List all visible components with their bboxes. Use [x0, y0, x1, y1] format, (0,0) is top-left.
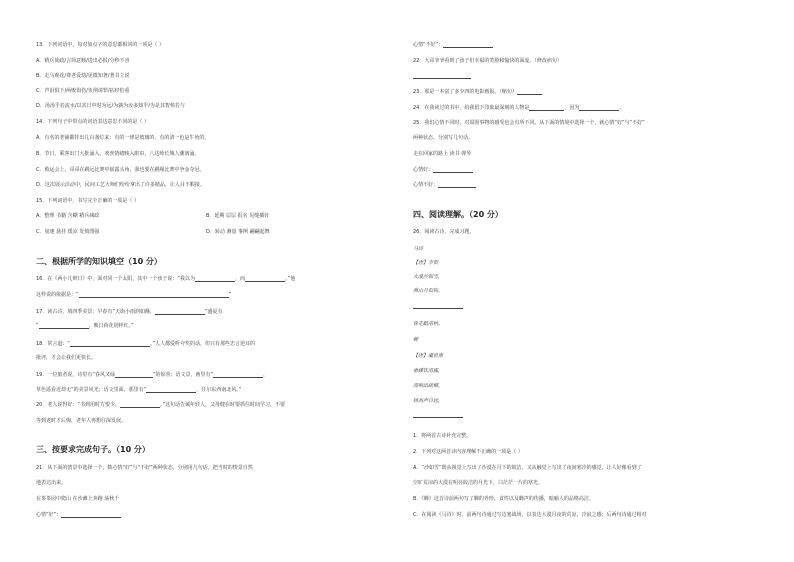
sub-q2-option-b: B．《蝉》这首诗前两句写了蝉的外形、食性以及蝉声的传播，暗喻人的品格高洁。 — [413, 496, 594, 502]
q17-line2-quote: “ — [36, 323, 39, 329]
q17-text: 17．读古诗，填四季美景：早春有“天街小雨润如酥， — [36, 309, 155, 315]
section-4-heading: 四、阅读理解。（20 分） — [413, 210, 503, 219]
section-2-heading: 二、根据所学的知识填空（10 分） — [36, 257, 162, 266]
q24-blank-2[interactable] — [579, 105, 619, 111]
mood-bad2-blank[interactable] — [438, 182, 476, 188]
sub-q2-option-a-line2: 空旷荒凉的大漠在明亮皎洁的月光下，白茫茫一片的寒光。 — [413, 480, 544, 486]
poem2-blank[interactable] — [413, 412, 463, 418]
question-23 — [413, 89, 542, 95]
mood-good-blank[interactable] — [61, 512, 121, 518]
q15-option-b: B．延期 层层 报名 见缝插针 — [206, 213, 270, 219]
question-15: 15．下列词语中，书写完全正确的一项是（ ） — [36, 198, 139, 204]
question-22: 22．大哥爷爷看到了孩子们幸福的笑脸和愉快的面庞。（修改病句） — [413, 58, 562, 64]
mood-bad2-label: 心情不好： — [413, 182, 439, 188]
poem1-author: 【唐】李贺 — [413, 260, 439, 266]
q16-blank-1[interactable] — [195, 276, 235, 282]
mood-good2-blank[interactable] — [433, 167, 473, 173]
q24-text-mid: ，因为 — [564, 105, 580, 111]
poem1-title: 马诗 — [413, 246, 424, 252]
question-19 — [36, 372, 268, 378]
question-20-line2: 等到老时才后悔，老年人再想往深发展。 — [36, 418, 127, 424]
question-21: 21．从下面的情景中选择一个，数心情“好”与“不好”两种状态，分别用几句话，把当时的情景自然 — [36, 465, 253, 471]
q21-scenes: 在茶茶园中爬山 在沙滩上奔跑 荡秋千 — [36, 496, 120, 502]
q19-text: 19．一位旅者说，诗里有“春风又绿 — [36, 372, 115, 378]
poem2-author: 【唐】虞世南 — [413, 353, 444, 359]
question-19-line2 — [36, 387, 241, 393]
q16-text-c: 。”他 — [284, 276, 296, 282]
poem1-line1: 大漠沙如雪， — [413, 274, 444, 280]
q16-text-a: 16．在《两小儿辩日》中，面对同一个太阳，其中一个孩子说：“我以为 — [36, 276, 195, 282]
q21-mood-bad — [413, 42, 493, 48]
poem1-line2: 燕山月似钩。 — [413, 288, 444, 294]
q22-blank[interactable] — [413, 73, 471, 79]
q13-option-d: D．汤汤乎若流水/以其日中时为远/为孰为汝多知乎/为是其智弗若与 — [36, 103, 185, 109]
q24-blank-1[interactable] — [529, 105, 564, 111]
question-16 — [36, 276, 295, 282]
mood-good-label: 心情“好”： — [36, 512, 62, 518]
q14-option-b: B．节日，乘客出门大批涌入，欢喜情绪映入眼帘，八达岭长城人潮汹涌。 — [36, 151, 200, 157]
q16-blank-3[interactable] — [79, 292, 229, 298]
q25-scenes: 走在回家的路上 读书 弹琴 — [413, 151, 472, 157]
q19-line2-end: ，任尔东西南北风。” — [196, 387, 242, 393]
question-21-line2: 地表达出来。 — [36, 480, 67, 486]
poem2-title: 蝉 — [413, 337, 419, 343]
q14-option-a: A．有名的老铺都挂出几百盏灯来：有的一律是玻璃的，有的清一色是牛角的。 — [36, 135, 210, 141]
question-17-line2 — [36, 323, 134, 329]
poem2-line2: 流响出疏桐。 — [413, 383, 444, 389]
q23-text: 23．那是一本富了多少四的电影画报。（缩句） — [413, 89, 517, 95]
mood-bad-label: 心情“不好”： — [413, 42, 444, 48]
q24-text-end: 。 — [619, 105, 625, 111]
q17-blank-1[interactable] — [155, 309, 205, 315]
q18-blank[interactable] — [70, 341, 150, 347]
question-24 — [413, 105, 624, 111]
q16-line2-end: ” — [228, 292, 232, 298]
poem2-blank-line — [413, 412, 463, 418]
q13-option-b: B．走马观花/尊老爱幼/见微知著/著书立说 — [36, 73, 130, 79]
sub-question-1: 1．将两首古诗补充完整。 — [413, 433, 472, 439]
question-26: 26．阅读古诗，完成习题。 — [413, 229, 475, 235]
q13-option-c: C．声泪俱下/两败俱伤/负荆请罪/拈轻怕重 — [36, 88, 130, 94]
question-14: 14．下列句子中带点的词语表达意思不同的是（ ） — [36, 119, 149, 125]
q19-blank-2[interactable] — [213, 372, 263, 378]
question-20 — [36, 402, 285, 408]
q13-option-a: A．精兵简政/言简意赅/进出必报/分秒不容 — [36, 58, 130, 64]
poem2-line1: 垂緌饮清露， — [413, 368, 444, 374]
poem2-line3: 居高声自远， — [413, 398, 444, 404]
q19-text-mid: ”的惊喜；语文景，画里有“ — [152, 372, 214, 378]
question-18-line2: 批评，才会让我们更快长。 — [36, 355, 97, 361]
question-17 — [36, 309, 223, 315]
q20-blank[interactable] — [120, 402, 160, 408]
poem1-blank-line — [413, 303, 463, 309]
mood-good2-label: 心情好： — [413, 167, 434, 173]
q18-text: 18．常言道：“ — [36, 341, 70, 347]
q17-text-end: ”盛夏有 — [204, 309, 223, 315]
q14-option-c: C．救运会上，哥哥在跳远比赛中崭露头角，我也要在跳绳比赛中争金夺冠。 — [36, 167, 205, 173]
q16-blank-2[interactable] — [245, 276, 285, 282]
question-25: 25．我们心情不同时，对周围事物的感受也会有所不同。从下面的情境中选择一个，就心情“好”与“不好” — [413, 120, 645, 126]
q15-option-a: A．整理 书籍 含糊 精兵减政 — [36, 213, 100, 219]
q19-line2-text: 草色遥看近却无”的美景风光；语文里面，那里有“ — [36, 387, 147, 393]
poem1-blank[interactable] — [413, 303, 463, 309]
q24-text: 24．在我读过的书中，给我留下印象最深刻的人物是 — [413, 105, 530, 111]
question-16-line2 — [36, 292, 231, 298]
q19-text-end: ， — [263, 372, 269, 378]
question-13: 13．下列词语中，每对加点字的意思都相同的一项是（ ） — [36, 42, 164, 48]
q22-answer — [413, 73, 471, 79]
q15-option-c: C．加速 悬挂 缓凉 发愤图强 — [36, 229, 100, 235]
mood-bad-blank[interactable] — [443, 42, 493, 48]
q25-mood-bad — [413, 182, 476, 188]
q15-option-d: D．转动 测量 事例 翩翩起舞 — [206, 229, 270, 235]
sub-question-2: 2．下列对这两首诗内容理解不正确的一项是（ ） — [413, 449, 523, 455]
q19-blank-1[interactable] — [115, 372, 153, 378]
poem1-line4: 快走踏清秋。 — [413, 321, 444, 327]
sub-q2-option-a: A．“沙如雪”既从视觉上写出了沙漠在月下的皎洁，又从触觉上写出了夜间寒冷的感觉，让人好像看到了 — [413, 465, 642, 471]
q16-line2-text: 这样说的依据是：“ — [36, 292, 79, 298]
q20-text-end: 。”这句话告诫年轻人，父母健在时要抓住时间学习，不要 — [159, 402, 286, 408]
q14-option-d: D．这次展示活动中，民间工艺大师们纷纷拿出了许多精品，让人目不暇接。 — [36, 182, 205, 188]
question-18 — [36, 341, 255, 347]
right-column — [413, 0, 773, 562]
q21-mood-good — [36, 512, 121, 518]
q17-blank-2[interactable] — [39, 323, 89, 329]
section-3-heading: 三、按要求完成句子。（10 分） — [36, 445, 150, 454]
q18-text-end: 。”人人都爱听夸奖的话，但只有那些忠言逆耳的 — [149, 341, 256, 347]
left-column — [36, 0, 396, 562]
q17-line2-text: ，映日荷花别样红。” — [88, 323, 134, 329]
q19-blank-3[interactable] — [146, 387, 196, 393]
question-25-line2: 两种状态，分别写几句话。 — [413, 135, 474, 141]
q23-blank[interactable] — [517, 89, 542, 95]
q25-mood-good — [413, 167, 473, 173]
q16-text-b: ，而 — [234, 276, 245, 282]
q20-text: 20．老人说得好：“书到用时方恨少， — [36, 402, 120, 408]
sub-q2-option-c: C．在阅读《马诗》时，前两句诗通过写边塞战场，以表达大漠月夜的荒凉，冷寂之感；后两句诗通过相对 — [413, 512, 647, 518]
